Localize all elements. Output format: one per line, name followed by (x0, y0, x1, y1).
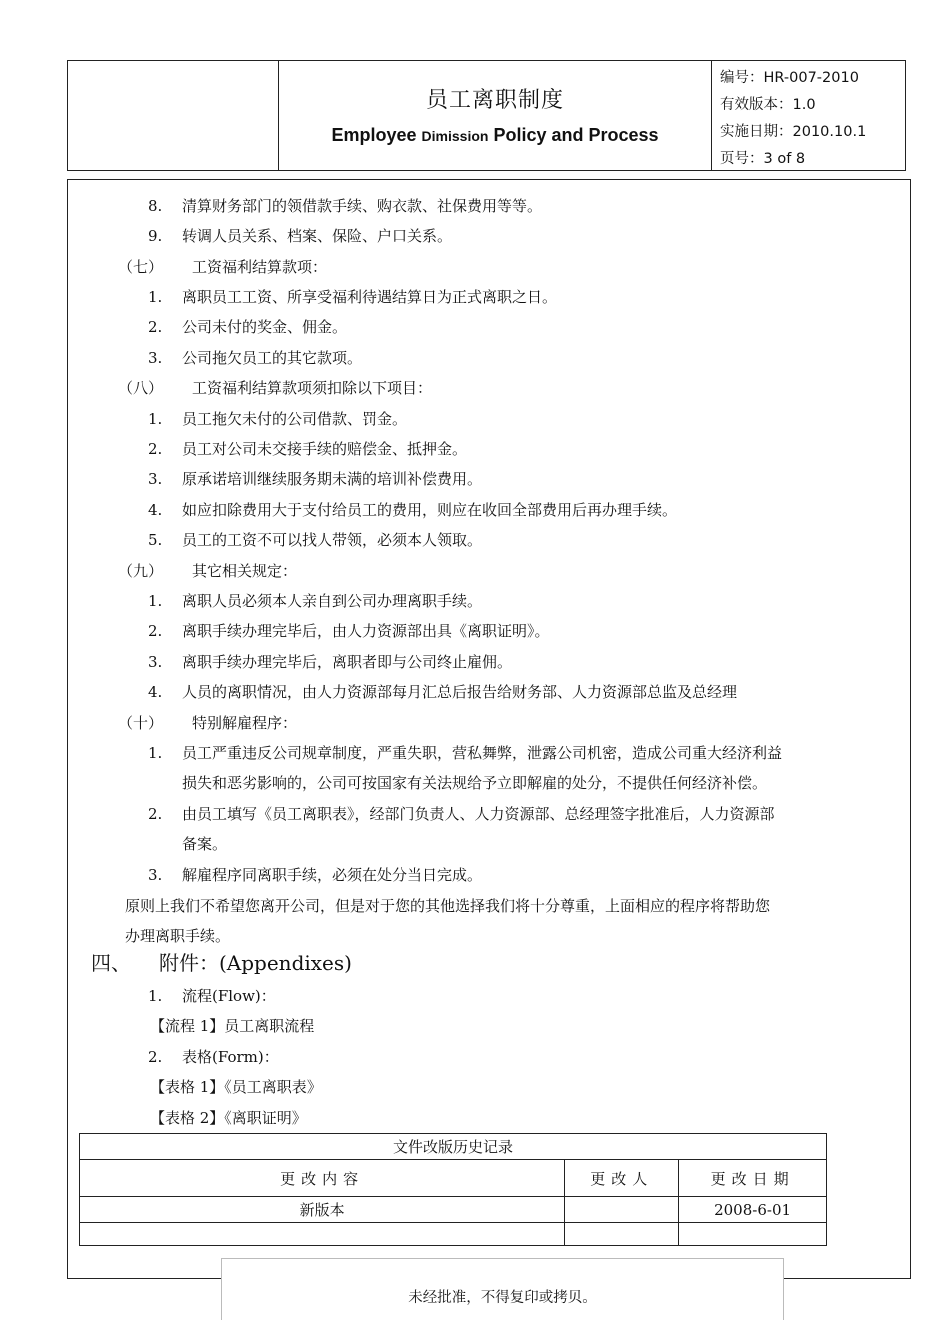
list-item: 员工拖欠未付的公司借款、罚金。 (182, 410, 408, 428)
column-header-date: 更改日期 (679, 1160, 827, 1197)
list-number: 2. (148, 805, 163, 823)
appendix-heading-title: 附件：(Appendixes) (159, 951, 352, 975)
list-item: 原承诺培训继续服务期未满的培训补偿费用。 (182, 470, 483, 488)
appendix-flow-label: 流程(Flow)： (182, 987, 276, 1005)
list-number: 1. (148, 987, 163, 1005)
list-item: 由员工填写《员工离职表》，经部门负责人、人力资源部、总经理签字批准后，人力资源部 (182, 805, 775, 823)
column-header-content: 更改内容 (80, 1160, 565, 1197)
list-number: 1. (148, 410, 163, 428)
list-item: 离职手续办理完毕后，由人力资源部出具《离职证明》。 (182, 622, 550, 640)
appendix-form-label: 表格(Form)： (182, 1048, 279, 1066)
table-cell (80, 1223, 565, 1246)
list-number: 1. (148, 592, 163, 610)
table-row (80, 1223, 827, 1246)
list-number: 3. (148, 653, 163, 671)
table-caption-row (80, 1134, 827, 1160)
list-number: 4. (148, 683, 163, 701)
list-number: 4. (148, 501, 163, 519)
list-item: 员工的工资不可以找人带领，必须本人领取。 (182, 531, 483, 549)
title-cell (279, 61, 712, 170)
title-en (279, 125, 711, 146)
table-caption: 文件改版历史记录 (80, 1134, 827, 1160)
title-cn: 员工离职制度 (425, 88, 564, 113)
table-cell (565, 1197, 679, 1223)
document-header (67, 60, 906, 171)
section-title: 工资福利结算款项： (192, 258, 328, 276)
list-item: 转调人员关系、档案、保险、户口关系。 (182, 227, 453, 245)
section-label: （九） (118, 562, 164, 580)
doc-version: 有效版本：1.0 (720, 97, 816, 113)
section-title: 工资福利结算款项须扣除以下项目： (192, 379, 433, 397)
page-footer (221, 1258, 784, 1320)
list-item: 解雇程序同离职手续，必须在处分当日完成。 (182, 866, 483, 884)
list-item: 公司未付的奖金、佣金。 (182, 318, 348, 336)
list-item-continuation: 备案。 (182, 835, 228, 853)
section-label: （八） (118, 379, 164, 397)
list-item: 员工严重违反公司规章制度，严重失职，营私舞弊，泄露公司机密，造成公司重大经济利益 (182, 744, 783, 762)
footer-notice: 未经批准，不得复印或拷贝。 (408, 1290, 597, 1306)
list-number: 1. (148, 288, 163, 306)
appendix-heading (91, 950, 352, 976)
section-label: （七） (118, 258, 164, 276)
table-cell (565, 1223, 679, 1246)
logo-cell (68, 61, 279, 170)
list-number: 8. (148, 197, 163, 215)
meta-cell (712, 61, 905, 170)
list-number: 5. (148, 531, 163, 549)
list-number: 3. (148, 349, 163, 367)
appendix-form-item: 【表格 2】《离职证明》 (150, 1109, 307, 1127)
appendix-form-item: 【表格 1】《员工离职表》 (150, 1078, 322, 1096)
table-cell: 新版本 (80, 1197, 565, 1223)
list-item: 员工对公司未交接手续的赔偿金、抵押金。 (182, 440, 468, 458)
appendix-heading-label: 四、 (91, 951, 131, 975)
list-number: 1. (148, 744, 163, 762)
section-title: 其它相关规定： (192, 562, 298, 580)
list-number: 2. (148, 1048, 163, 1066)
doc-number: 编号：HR-007-2010 (720, 70, 859, 86)
list-item: 公司拖欠员工的其它款项。 (182, 349, 363, 367)
table-header-row (80, 1160, 827, 1197)
title-en-part3: Policy and Process (488, 125, 659, 145)
list-item: 清算财务部门的领借款手续、购衣款、社保费用等等。 (182, 197, 543, 215)
list-number: 2. (148, 318, 163, 336)
list-item: 离职手续办理完毕后，离职者即与公司终止雇佣。 (182, 653, 513, 671)
list-item: 离职员工工资、所享受福利待遇结算日为正式离职之日。 (182, 288, 558, 306)
list-number: 3. (148, 470, 163, 488)
title-en-part2: Dimission (421, 128, 489, 144)
list-item: 离职人员必须本人亲自到公司办理离职手续。 (182, 592, 483, 610)
table-cell: 2008-6-01 (679, 1197, 827, 1223)
page-number: 页号：3 of 8 (720, 151, 806, 167)
closing-paragraph-continuation: 办理离职手续。 (125, 927, 231, 945)
closing-paragraph: 原则上我们不希望您离开公司，但是对于您的其他选择我们将十分尊重，上面相应的程序将帮助您 (125, 897, 771, 915)
section-label: （十） (118, 714, 164, 732)
list-item: 如应扣除费用大于支付给员工的费用，则应在收回全部费用后再办理手续。 (182, 501, 678, 519)
table-row (80, 1197, 827, 1223)
list-number: 3. (148, 866, 163, 884)
list-number: 9. (148, 227, 163, 245)
list-number: 2. (148, 622, 163, 640)
column-header-person: 更改人 (565, 1160, 679, 1197)
table-cell (679, 1223, 827, 1246)
section-title: 特别解雇程序： (192, 714, 298, 732)
list-item: 人员的离职情况，由人力资源部每月汇总后报告给财务部、人力资源部总监及总经理 (182, 683, 738, 701)
list-item-continuation: 损失和恶劣影响的，公司可按国家有关法规给予立即解雇的处分，不提供任何经济补偿。 (182, 774, 768, 792)
appendix-flow-item: 【流程 1】员工离职流程 (150, 1017, 315, 1035)
list-number: 2. (148, 440, 163, 458)
title-en-part1: Employee (331, 125, 422, 145)
effective-date: 实施日期：2010.10.1 (720, 124, 867, 140)
revision-history-table (79, 1133, 827, 1246)
